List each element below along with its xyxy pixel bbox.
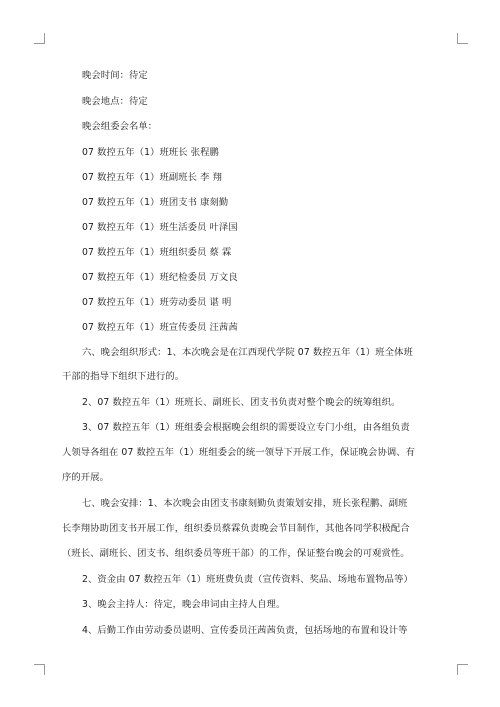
paragraph-line: 2、资金由 07 数控五年（1）班班费负责（宣传资料、奖品、场地布置物品等） xyxy=(82,574,413,585)
paragraph-seven-line: 七、晚会安排：1、本次晚会由团支书康刻勤负责策划安排，班长张程鹏、副班 xyxy=(82,498,408,509)
paragraph-line: 3、07 数控五年（1）班组委会根据晚会组织的需要设立专门小组，由各组负责 xyxy=(82,422,410,433)
committee-member: 07 数控五年（1）班宣传委员 汪茜茜 xyxy=(82,322,238,333)
committee-member: 07 数控五年（1）班组织委员 蔡 霖 xyxy=(82,247,232,258)
venue-line: 晚会地点：待定 xyxy=(82,96,148,107)
time-line: 晚会时间：待定 xyxy=(82,70,148,81)
paragraph-six-line: 六、晚会组织形式：1、本次晚会是在江西现代学院 07 数控五年（1）班全体班 xyxy=(82,347,413,358)
committee-member: 07 数控五年（1）班生活委员 叶泽国 xyxy=(82,222,238,233)
crop-mark-bottom-right xyxy=(457,664,468,675)
crop-mark-top-right xyxy=(457,33,468,44)
paragraph-line: 人领导各组在 07 数控五年（1）班组委会的统一领导下开展工作，保证晚会协调、有 xyxy=(62,447,416,458)
crop-mark-bottom-left xyxy=(34,664,45,675)
paragraph-line: 2、07 数控五年（1）班班长、副班长、团支书负责对整个晚会的统筹组织。 xyxy=(82,397,401,408)
committee-member: 07 数控五年（1）班副班长 李 翔 xyxy=(82,172,222,183)
paragraph-seven-line: （班长、副班长、团支书、组织委员等班干部）的工作，保证整台晚会的可观赏性。 xyxy=(62,548,410,559)
committee-member: 07 数控五年（1）班劳动委员 谌 明 xyxy=(82,297,232,308)
crop-mark-top-left xyxy=(34,33,45,44)
committee-heading: 晚会组委会名单： xyxy=(82,121,158,132)
committee-member: 07 数控五年（1）班纪检委员 万文良 xyxy=(82,272,238,283)
committee-member: 07 数控五年（1）班团支书 康刻勤 xyxy=(82,197,229,208)
paragraph-line: 序的开展。 xyxy=(62,472,109,483)
paragraph-six-line: 干部的指导下组织下进行的。 xyxy=(62,371,185,382)
paragraph-seven-line: 长李翔协助团支书开展工作，组织委员蔡霖负责晚会节目制作，其他各同学积极配合 xyxy=(62,523,410,534)
paragraph-line: 4、后勤工作由劳动委员谌明、宣传委员汪茜茜负责，包括场地的布置和设计等 xyxy=(82,625,408,636)
committee-member: 07 数控五年（1）班班长 张程鹏 xyxy=(82,147,219,158)
paragraph-line: 3、晚会主持人：待定，晚会串词由主持人自理。 xyxy=(82,599,286,610)
